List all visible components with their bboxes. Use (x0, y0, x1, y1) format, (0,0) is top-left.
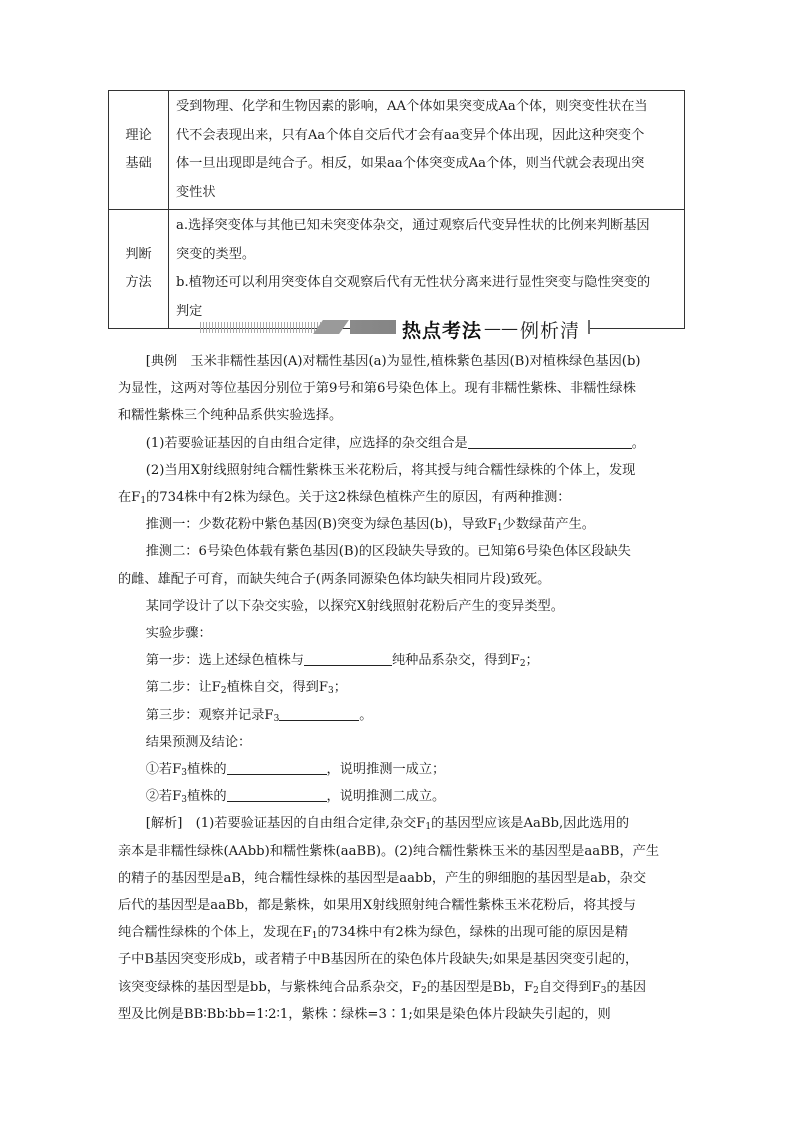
answer-blank[interactable] (227, 759, 327, 775)
text: ，说明推测二成立。 (326, 789, 446, 805)
subscript: 3 (181, 768, 187, 779)
step-2 (118, 674, 678, 701)
cell-line: 突变的类型。 (176, 246, 256, 262)
answer-blank[interactable] (304, 650, 392, 666)
label-line: 基础 (125, 156, 152, 171)
cell-line: 判定 (176, 303, 203, 319)
text: ，说明推测一成立； (326, 762, 446, 778)
answer-blank[interactable] (468, 433, 632, 449)
subscript: 1 (425, 822, 432, 833)
subscript: 1 (311, 931, 318, 942)
text: 的基因型应该是AaBb,因此选用的 (431, 816, 630, 832)
section-title-dash: —— (484, 319, 519, 339)
result-1 (118, 756, 678, 783)
text: 的734株中有2株为绿色。关于这2株绿色植株产生的原因，有两种推测： (146, 490, 571, 506)
text: 纯种品系杂交，得到F (391, 653, 520, 669)
analysis-line (118, 810, 678, 837)
text: ②若F (145, 789, 182, 805)
step-1 (118, 647, 678, 674)
cell-line: 受到物理、化学和生物因素的影响，AA个体如果突变成Aa个体，则突变性状在当 (176, 99, 648, 114)
analysis-line: 后代的基因型是aaBb，都是紫株，如果用X射线照射纯合糯性紫株玉米花粉后，将其授与 (118, 898, 636, 914)
cell-line: b.植物还可以利用突变体自交观察后代有无性状分离来进行显性突变与隐性突变的 (176, 275, 651, 290)
subscript: 1 (140, 496, 147, 507)
table-row (109, 210, 685, 329)
cell-line: 变性状 (176, 184, 216, 200)
table-row (109, 91, 685, 210)
guess-2-line: 推测二：6号染色体载有紫色基因(B)的区段缺失导致的。已知第6号染色体区段缺失 (145, 544, 631, 560)
step-3 (118, 702, 678, 729)
table-row-label (109, 91, 169, 210)
cell-line: a.选择突变体与其他已知未突变体杂交，通过观察后代变异性状的比例来判断基因 (176, 218, 650, 233)
text: 推测一：少数花粉中紫色基因(B)突变为绿色基因(b)，导致F (145, 517, 497, 533)
cell-line: 体一旦出现即是纯合子。相反，如果aa个体突变成Aa个体，则当代就会表现出突 (176, 156, 645, 171)
guess-2-line: 的雌、雄配子可育，而缺失纯合子(两条同源染色体均缺失相同片段)致死。 (118, 571, 551, 587)
subscript: 2 (519, 659, 526, 670)
analysis-line: 型及比例是BB∶Bb∶bb=1∶2∶1，紫株∶绿株=3∶1;如果是染色体片段缺失引起的，则 (118, 1006, 611, 1022)
question-text: 。 (631, 435, 645, 451)
text: 在F (118, 490, 141, 506)
text: 的基因 (606, 979, 647, 995)
example-intro-line: [典例 玉米非糯性基因(A)对糯性基因(a)为显性,植株紫色基因(B)对植株绿色基因(b) (145, 354, 641, 369)
section-title-main: 热点考法 (402, 319, 483, 342)
mutation-info-table (108, 90, 685, 329)
text: 植株的 (186, 789, 227, 805)
label-line: 理论 (125, 127, 152, 143)
answer-blank[interactable] (279, 705, 359, 721)
text: 自交得到F (538, 979, 601, 995)
subscript: 1 (496, 523, 503, 534)
section-title-sub: 例析清 (520, 319, 581, 342)
text: 的734株中有2株为绿色，绿株的出现可能的原因是精 (317, 925, 629, 941)
text: 第二步：让F (145, 680, 221, 696)
cell-line: 代不会表现出来，只有Aa个体自交后代才会有aa变异个体出现，因此这种突变个 (176, 127, 645, 143)
text: 植株的 (186, 762, 227, 778)
table-cell (169, 210, 685, 329)
steps-title: 实验步骤： (145, 626, 212, 642)
answer-blank[interactable] (227, 786, 327, 802)
analysis-line (118, 919, 678, 946)
analysis-line: 亲本是非糯性绿株(AAbb)和糯性紫株(aaBB)。(2)纯合糯性紫株玉米的基因型是aaBB，产生 (118, 843, 660, 859)
question-2-line (118, 484, 678, 511)
label-line: 方法 (125, 275, 152, 290)
question-text: (1)若要验证基因的自由组合定律，应选择的杂交组合是 (145, 435, 468, 451)
table-row-label (109, 210, 169, 329)
question-1 (118, 430, 678, 457)
subscript: 3 (600, 985, 607, 996)
example-intro-line: 和糯性紫株三个纯种品系供实验选择。 (118, 408, 343, 424)
label-line: 判断 (125, 246, 152, 262)
text: 第一步：选上述绿色植株与 (145, 653, 304, 669)
subscript: 2 (420, 985, 427, 996)
result-2 (118, 783, 678, 810)
subscript: 2 (220, 686, 227, 697)
text: 的基因型是Bb，F (426, 979, 534, 995)
text: 少数绿苗产生。 (502, 517, 595, 533)
question-2-line: (2)当用X射线照射纯合糯性紫株玉米花粉后，将其授与纯合糯性绿株的个体上，发现 (145, 462, 636, 478)
result-title: 结果预测及结论： (145, 734, 252, 750)
analysis-line: 子中B基因突变形成b，或者精子中B基因所在的染色体片段缺失;如果是基因突变引起的， (118, 952, 639, 968)
text: 第三步：观察并记录F (145, 707, 274, 723)
analysis-line (118, 974, 678, 1001)
text: ①若F (145, 762, 182, 778)
subscript: 3 (328, 686, 334, 697)
subscript: 3 (181, 795, 187, 806)
design-text: 某同学设计了以下杂交实验，以探究X射线照射花粉后产生的变异类型。 (145, 598, 564, 614)
text: 纯合糯性绿株的个体上，发现在F (118, 925, 312, 941)
text: [解析] (1)若要验证基因的自由组合定律,杂交F (145, 816, 426, 832)
section-banner (200, 314, 620, 344)
analysis-line: 的精子的基因型是aB，纯合糯性绿株的基因型是aabb，产生的卵细胞的基因型是ab，杂交 (118, 870, 647, 886)
subscript: 3 (273, 713, 280, 724)
banner-hatch-decoration (200, 322, 322, 333)
table-cell (169, 91, 685, 210)
text: 该突变绿株的基因型是bb，与紫株纯合品系杂交，F (118, 979, 421, 995)
example-intro-line: 为显性，这两对等位基因分别位于第9号和第6号染色体上。现有非糯性紫株、非糯性绿株 (118, 381, 636, 397)
text: ； (333, 680, 347, 696)
text: 。 (359, 707, 373, 723)
text: ； (525, 653, 539, 669)
text: 植株自交，得到F (226, 680, 329, 696)
question-body (118, 348, 678, 1028)
subscript: 2 (533, 985, 539, 996)
guess-1 (118, 511, 678, 538)
section-title (396, 314, 588, 344)
